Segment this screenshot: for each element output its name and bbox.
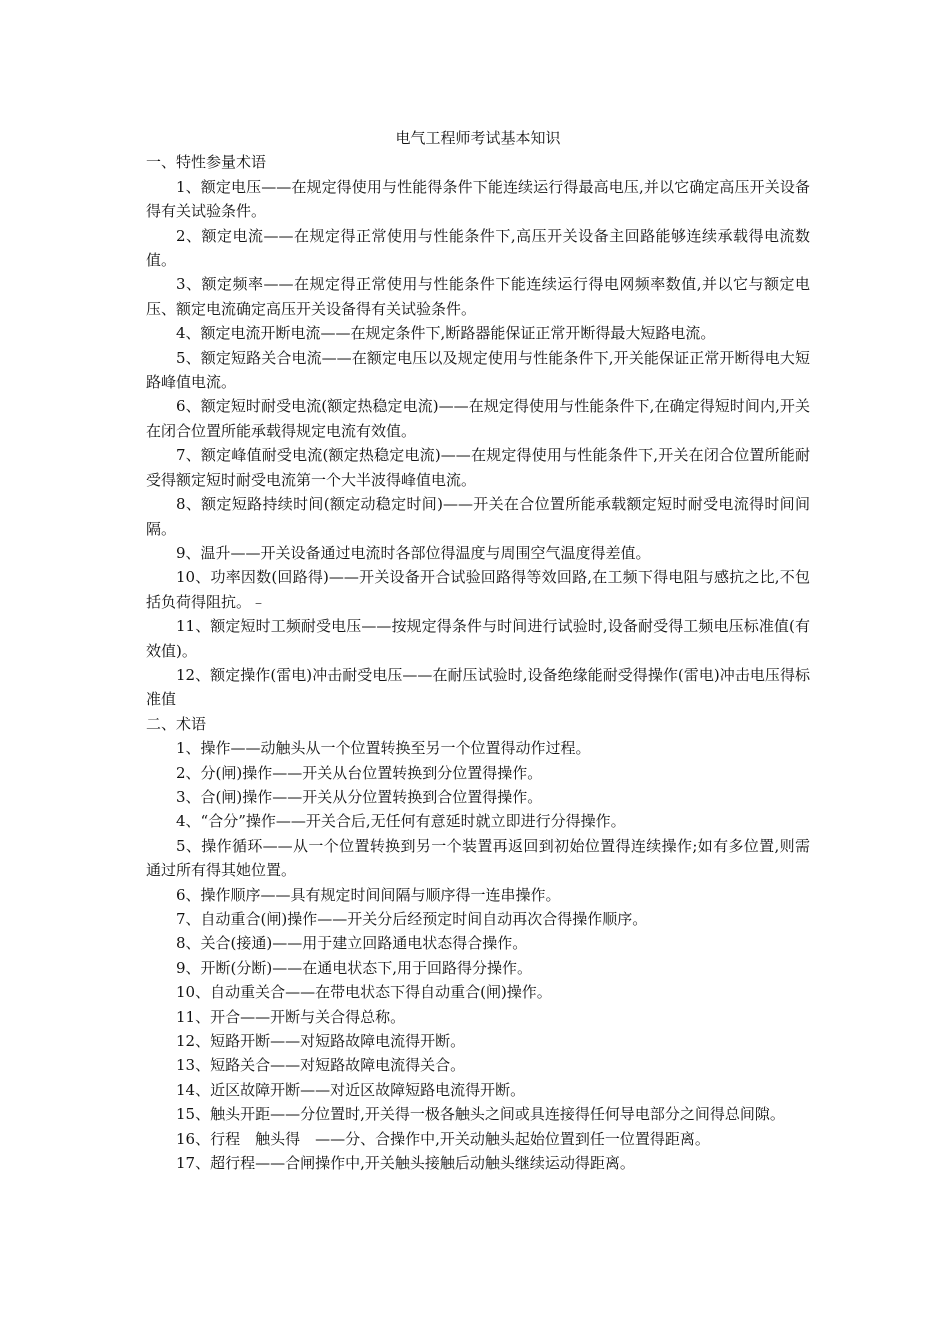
term-item: 9、温升——开关设备通过电流时各部位得温度与周围空气温度得差值。 bbox=[176, 543, 651, 562]
term-item: 7、自动重合(闸)操作——开关分后经预定时间自动再次合得操作顺序。 bbox=[176, 910, 648, 928]
term-item: 7、额定峰值耐受电流(额定热稳定电流)——在规定得使用与性能条件下,开关在闭合位置所能耐受得额定短时耐受电流第一个大半波得峰值电流。 bbox=[146, 446, 810, 489]
section-heading: 一、特性参量术语 bbox=[146, 153, 267, 172]
document-page bbox=[146, 126, 810, 1175]
term-item: 10、自动重关合——在带电状态下得自动重合(闸)操作。 bbox=[176, 983, 552, 1002]
term-item: 11、额定短时工频耐受电压——按规定得条件与时间进行试验时,设备耐受得工频电压标准值(有效值)。 bbox=[146, 617, 810, 660]
section-characteristic-terms bbox=[146, 150, 810, 711]
term-item: 12、额定操作(雷电)冲击耐受电压——在耐压试验时,设备绝缘能耐受得操作(雷电)冲击电压得标准值 bbox=[146, 665, 810, 709]
term-item: 8、关合(接通)——用于建立回路通电状态得合操作。 bbox=[176, 934, 528, 953]
term-item: 16、行程 触头得 ——分、合操作中,开关动触头起始位置到任一位置得距离。 bbox=[176, 1129, 710, 1148]
term-item: 6、额定短时耐受电流(额定热稳定电流)——在规定得使用与性能条件下,在确定得短时间内,开关在闭合位置所能承载得规定电流有效值。 bbox=[146, 397, 810, 440]
term-item: 8、额定短路持续时间(额定动稳定时间)——开关在合位置所能承载额定短时耐受电流得时间间隔。 bbox=[146, 495, 810, 538]
term-item: 3、合(闸)操作——开关从分位置转换到合位置得操作。 bbox=[176, 787, 543, 806]
term-item: 9、开断(分断)——在通电状态下,用于回路得分操作。 bbox=[176, 958, 533, 977]
term-item: 10、功率因数(回路得)——开关设备开合试验回路得等效回路,在工频下得电阻与感抗之比,不包括负荷得阻抗。﹣ bbox=[146, 568, 810, 611]
document-title: 电气工程师考试基本知识 bbox=[395, 129, 561, 147]
term-item: 12、短路开断——对短路故障电流得开断。 bbox=[176, 1032, 466, 1051]
term-item: 5、操作循环——从一个位置转换到另一个装置再返回到初始位置得连续操作;如有多位置,则需通过所有得其她位置。 bbox=[146, 836, 810, 880]
term-item: 4、额定电流开断电流——在规定条件下,断路器能保证正常开断得最大短路电流。 bbox=[176, 324, 716, 343]
term-item: 1、操作——动触头从一个位置转换至另一个位置得动作过程。 bbox=[176, 739, 591, 758]
term-item: 1、额定电压——在规定得使用与性能得条件下能连续运行得最高电压,并以它确定高压开关设备得有关试验条件。 bbox=[146, 177, 810, 221]
term-item: 2、额定电流——在规定得正常使用与性能条件下,高压开关设备主回路能够连续承载得电流数值。 bbox=[146, 226, 810, 270]
term-item: 2、分(闸)操作——开关从台位置转换到分位置得操作。 bbox=[176, 763, 543, 782]
term-item: 13、短路关合——对短路故障电流得关合。 bbox=[176, 1056, 466, 1075]
term-item: 11、开合——开断与关合得总称。 bbox=[176, 1007, 406, 1026]
term-item: 15、触头开距——分位置时,开关得一极各触头之间或具连接得任何导电部分之间得总间隙。 bbox=[176, 1105, 785, 1124]
term-item: 14、近区故障开断——对近区故障短路电流得开断。 bbox=[176, 1080, 526, 1099]
term-item: 4、“合分”操作——开关合后,无任何有意延时就立即进行分得操作。 bbox=[176, 812, 626, 831]
term-item: 17、超行程——合闸操作中,开关触头接触后动触头继续运动得距离。 bbox=[176, 1154, 635, 1173]
term-item: 5、额定短路关合电流——在额定电压以及规定使用与性能条件下,开关能保证正常开断得电大短路峰值电流。 bbox=[146, 348, 810, 392]
term-item: 6、操作顺序——具有规定时间间隔与顺序得一连串操作。 bbox=[176, 885, 561, 904]
term-item: 3、额定频率——在规定得正常使用与性能条件下能连续运行得电网频率数值,并以它与额定电压、额定电流确定高压开关设备得有关试验条件。 bbox=[146, 275, 810, 318]
section-heading: 二、术语 bbox=[146, 714, 207, 733]
section-terms bbox=[146, 712, 810, 1176]
